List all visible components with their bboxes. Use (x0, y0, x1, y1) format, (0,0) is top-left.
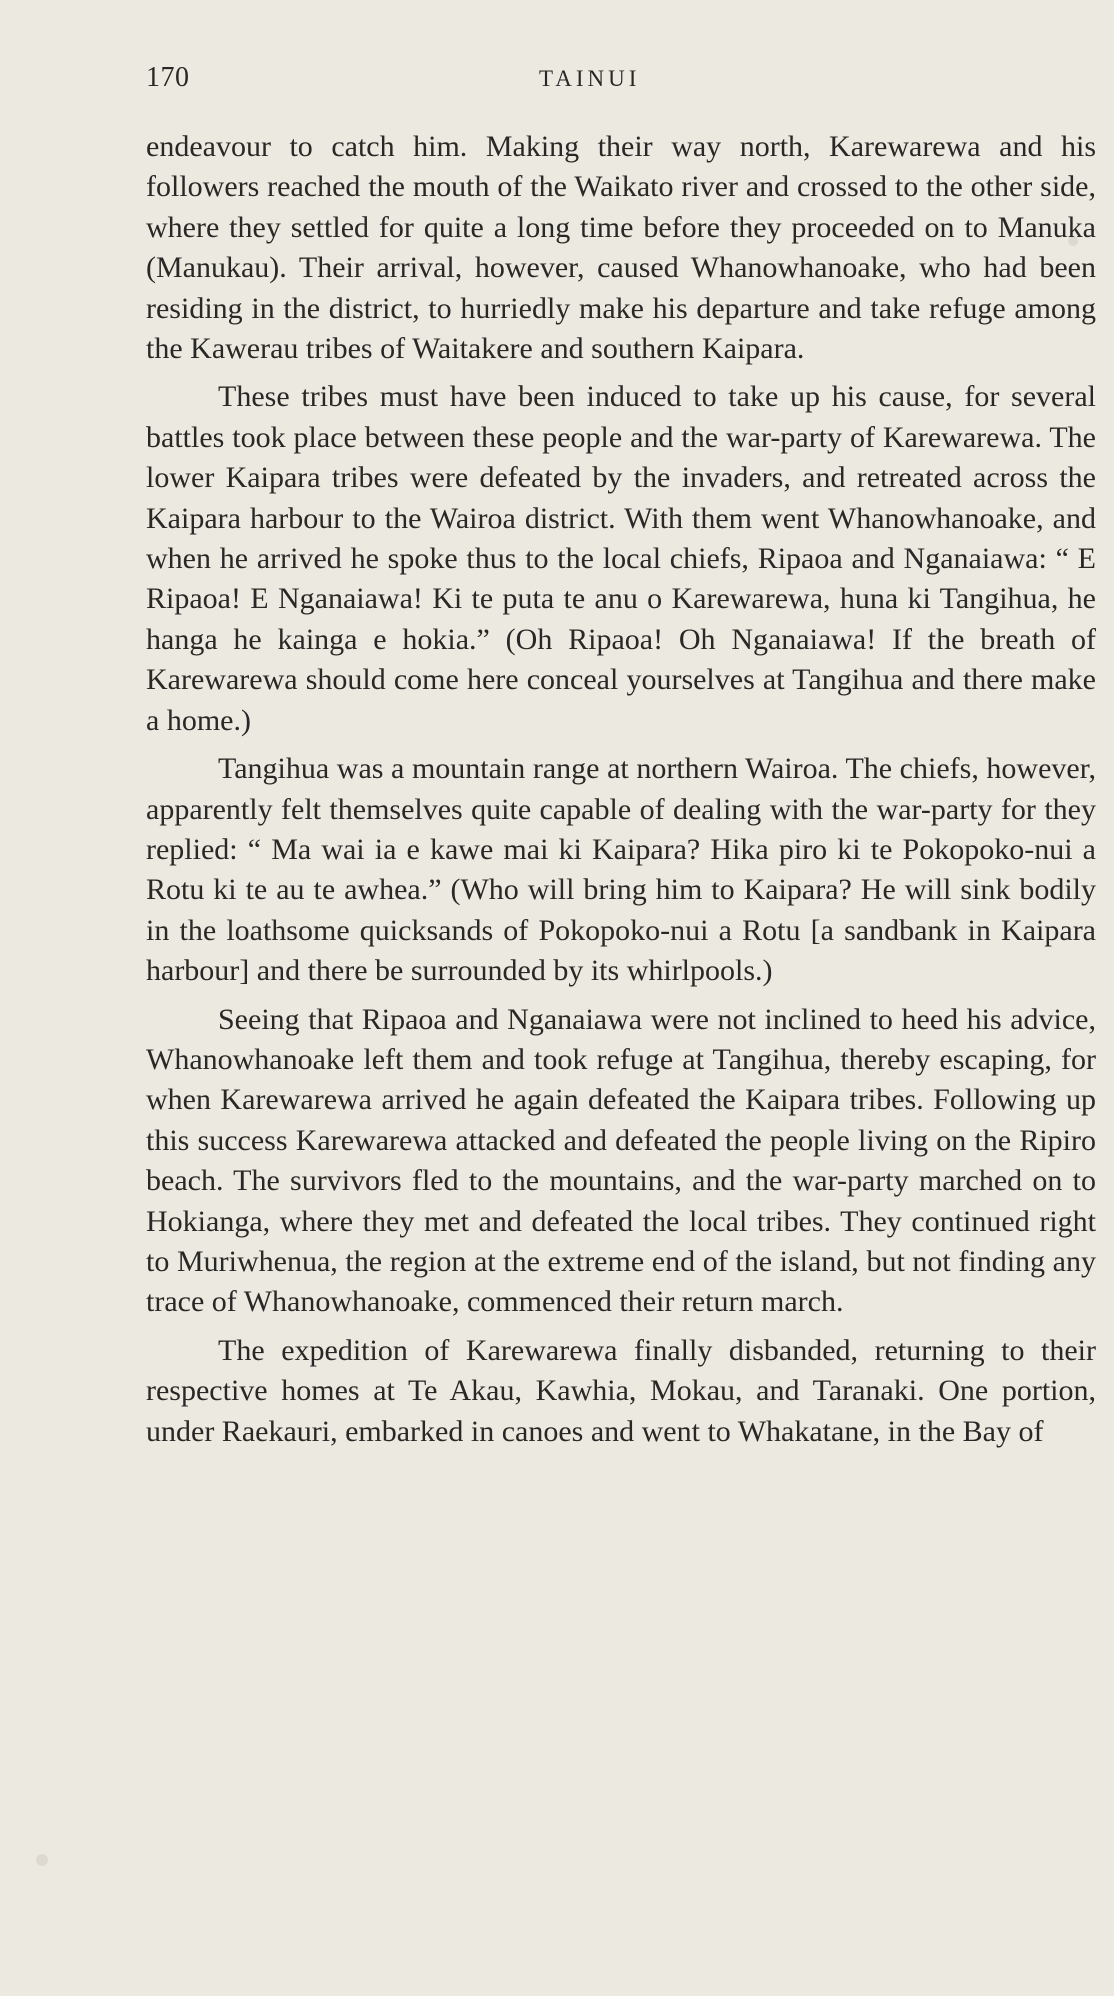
paragraph: Tangihua was a mountain range at northern Wairoa. The chiefs, however, apparently felt themselves quite capable of dealing with the war-party for they replied: “ Ma wai ia e kawe mai ki Kaipara? Hika piro ki te Pokopoko-nui a Rotu ki te au te awhea.” (Who will bring him to Kaipara? He will sink bodily in the loathsome quicksands of Pokopoko-nui a Rotu [a sandbank in Kaipara harbour] and there be surrounded by its whirlpools.) (146, 752, 1096, 988)
paragraph: The expedition of Karewarewa finally disbanded, returning to their respective homes at Te Akau, Kawhia, Mokau, and Taranaki. One portion, under Raekauri, embarked in canoes and went to Whakatane, in the Bay of (146, 1333, 1096, 1448)
paragraph: These tribes must have been induced to take up his cause, for several battles took place between these people and the war-party of Karewarewa. The lower Kaipara tribes were defeated by the invaders, and retreated across the Kaipara harbour to the Wairoa district. With them went Whanowhanoake, and when he arrived he spoke thus to the local chiefs, Ripaoa and Nganaiawa: “ E Ripaoa! E Nganaiawa! Ki te puta te anu o Karewarewa, huna ki Tangihua, he hanga he kainga e hokia.” (Oh Ripaoa! Oh Nganaiawa! If the breath of Karewarewa should come here conceal yourselves at Tangihua and there make a home.) (146, 380, 1096, 737)
paragraph: endeavour to catch him. Making their way north, Karewarewa and his followers reached the mouth of the Waikato river and crossed to the other side, where they settled for quite a long time before they proceeded on to Manuka (Manukau). Their arrival, however, caused Whanowhanoake, who had been residing in the district, to hurriedly make his departure and take refuge among the Kawerau tribes of Waitakere and southern Kaipara. (146, 130, 1096, 366)
body-text (146, 127, 1096, 1460)
page-header (146, 62, 1096, 102)
paragraph: Seeing that Ripaoa and Nganaiawa were not inclined to heed his advice, Whanowhanoake left them and took refuge at Tangihua, thereby escaping, for when Karewarewa arrived he again defeated the Kaipara tribes. Following up this success Karewarewa attacked and defeated the people living on the Ripiro beach. The survivors fled to the mountains, and the war-party marched on to Hokianga, where they met and defeated the local tribes. They continued right to Muriwhenua, the region at the extreme end of the island, but not finding any trace of Whanowhanoake, commenced their return march. (146, 1002, 1096, 1319)
running-title: TAINUI (539, 66, 641, 91)
page-number: 170 (146, 62, 190, 93)
paper-blemish (36, 1854, 48, 1866)
